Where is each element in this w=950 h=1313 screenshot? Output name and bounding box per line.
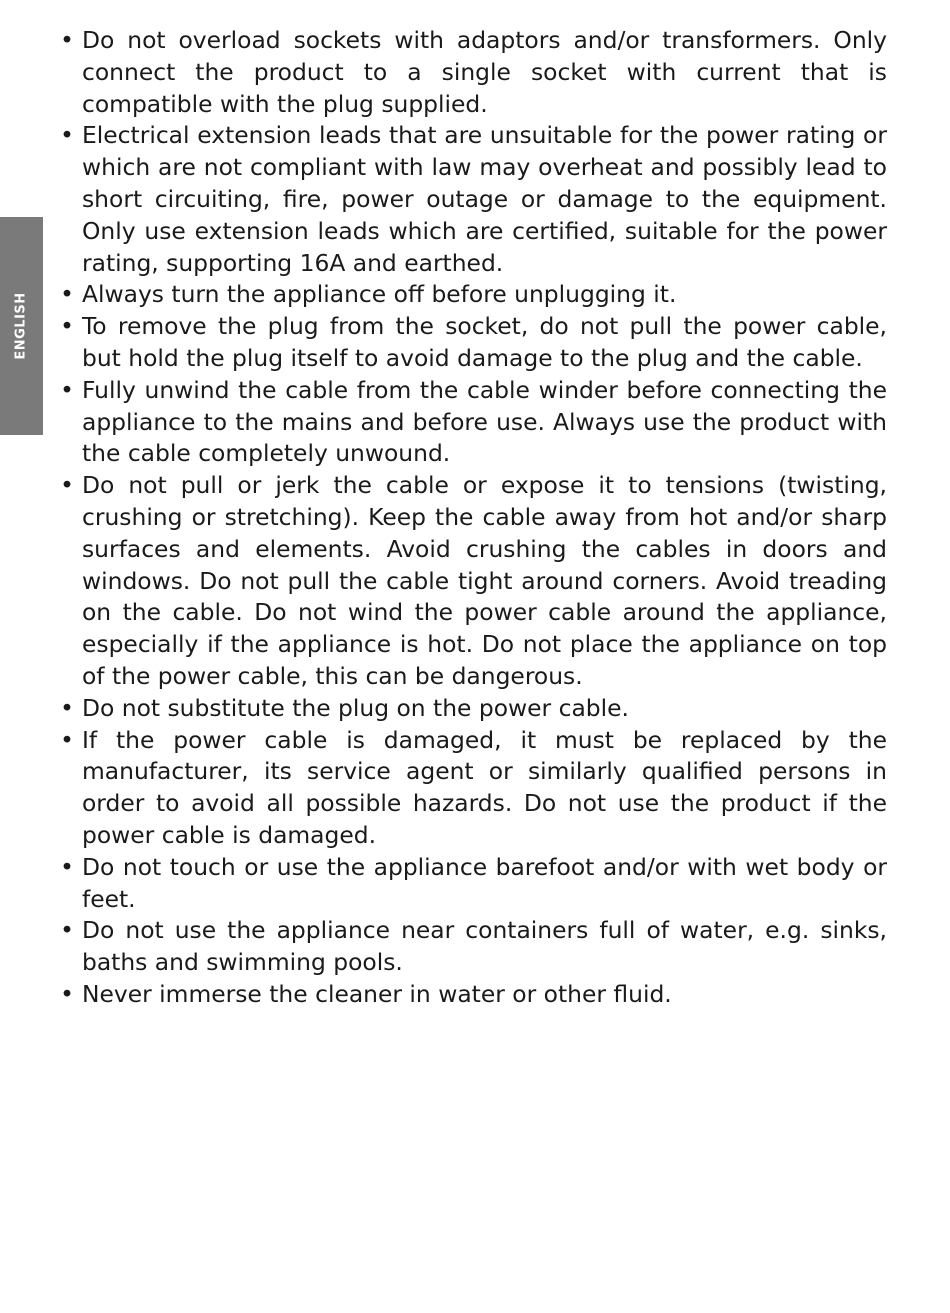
bullet-text: Do not substitute the plug on the power cable.: [82, 693, 629, 722]
bullet-text: Do not use the appliance near containers full of water, e.g. sinks, baths and swimming pools.: [82, 916, 887, 977]
bullet-marker: •: [60, 725, 74, 754]
bullet-marker: •: [60, 312, 74, 341]
bullet-text: To remove the plug from the socket, do not pull the power cable, but hold the plug itself to avoid damage to the plug and the cable.: [82, 312, 887, 372]
bullet-item: [60, 25, 887, 120]
safety-bullet-list: [60, 25, 887, 1011]
bullet-marker: •: [60, 916, 74, 945]
bullet-marker: •: [60, 852, 74, 881]
bullet-text: Do not pull or jerk the cable or expose it to tensions (twisting, crushing or stretching). Keep the cable away from hot and/or sharp surfaces and elements. Avoid crushing the cables in doors and windows. Do not pull the cable tight around corners. Avoid treading on the cable. Do not wind the power cable around the appliance, especially if the appliance is hot. Do not place the appliance on top of the power cable, this can be dangerous.: [82, 471, 887, 690]
bullet-item: [60, 279, 887, 311]
bullet-item: [60, 979, 887, 1011]
bullet-marker: •: [60, 121, 74, 150]
bullet-marker: •: [60, 979, 74, 1008]
bullet-text: Never immerse the cleaner in water or other fluid.: [82, 979, 672, 1008]
bullet-text: Electrical extension leads that are unsuitable for the power rating or which are not compliant with law may overheat and possibly lead to short circuiting, fire, power outage or damage to the equipment. Only use extension leads which are certified, suitable for the power rating, supporting 16A and earthed.: [82, 121, 887, 277]
bullet-item: [60, 311, 887, 375]
bullet-text: Always turn the appliance off before unplugging it.: [82, 280, 677, 309]
bullet-item: [60, 725, 887, 852]
bullet-item: [60, 915, 887, 979]
bullet-item: [60, 470, 887, 693]
bullet-marker: •: [60, 280, 74, 309]
bullet-item: [60, 375, 887, 470]
bullet-marker: •: [60, 693, 74, 722]
bullet-item: [60, 852, 887, 916]
bullet-text: If the power cable is damaged, it must be replaced by the manufacturer, its service agent or similarly qualified persons in order to avoid all possible hazards. Do not use the product if the power cable is damaged.: [82, 725, 887, 849]
safety-instructions: [60, 25, 887, 1011]
bullet-marker: •: [60, 375, 74, 404]
bullet-item: [60, 120, 887, 279]
bullet-item: [60, 693, 887, 725]
language-tab-label: ENGLISH: [13, 292, 29, 360]
bullet-text: Do not touch or use the appliance barefoot and/or with wet body or feet.: [82, 852, 887, 913]
bullet-marker: •: [60, 26, 74, 54]
bullet-text: Do not overload sockets with adaptors and/or transformers. Only connect the product to a single socket with current that is compatible with the plug supplied.: [82, 26, 887, 118]
bullet-marker: •: [60, 471, 74, 500]
bullet-text: Fully unwind the cable from the cable winder before connecting the appliance to the mains and before use. Always use the product with the cable completely unwound.: [82, 375, 887, 468]
